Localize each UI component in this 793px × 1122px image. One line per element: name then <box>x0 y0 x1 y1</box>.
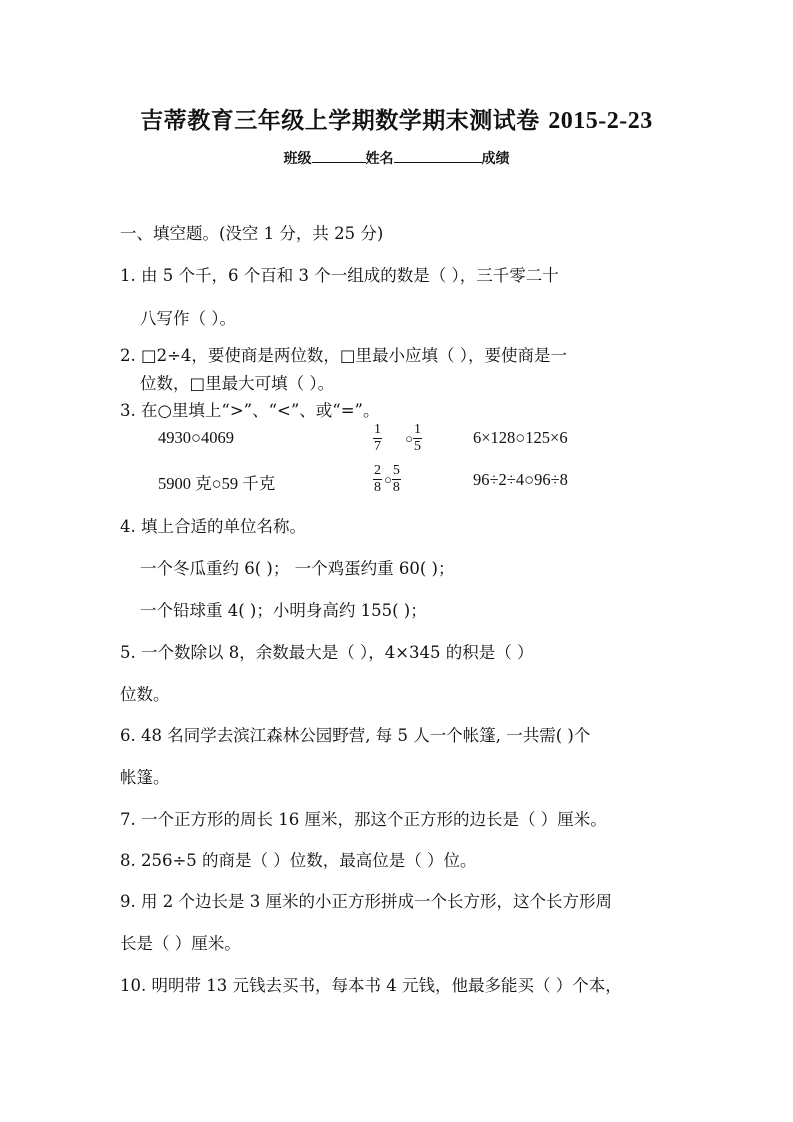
question-1-line-2: 八写作（ ）。 <box>140 309 236 328</box>
question-5-line-1: 5. 一个数除以 8，余数最大是（ ），4×345 的积是（ ） <box>120 643 534 662</box>
title-date: 2015-2-23 <box>548 108 653 134</box>
title-text: 吉蒂教育三年级上学期数学期末测试卷 <box>140 108 540 134</box>
compare-6x128-125x6: 6×128○125×6 <box>473 428 568 447</box>
question-5-line-2: 位数。 <box>120 685 170 704</box>
fraction-1-7: $\frac{1}{7}$ <box>374 422 381 454</box>
compare-4930-4069: 4930○4069 <box>158 428 234 447</box>
question-3-line-1: 3. 在○里填上“>”、“<”、或“=”。 <box>120 401 380 420</box>
question-4-line-3: 一个铅球重 4( )；小明身高约 155( )； <box>140 601 427 620</box>
question-4-line-1: 4. 填上合适的单位名称。 <box>120 517 306 536</box>
question-8: 8. 256÷5 的商是（ ）位数，最高位是（ ）位。 <box>120 851 477 870</box>
fraction-2-8: $\frac{2}{8}$ <box>374 463 381 495</box>
question-4-line-2: 一个冬瓜重约 6( )； 一个鸡蛋约重 60( )； <box>140 559 455 578</box>
compare-fraction-2-8-vs-5-8 <box>373 463 401 496</box>
question-9-line-1: 9. 用 2 个边长是 3 厘米的小正方形拼成一个长方形，这个长方形周 <box>120 892 612 911</box>
student-info-line <box>0 148 793 168</box>
name-blank[interactable] <box>394 148 482 163</box>
name-label: 姓名 <box>365 151 394 167</box>
section-heading: 一、填空题。(没空 1 分，共 25 分) <box>120 224 384 243</box>
compare-division-chain: 96÷2÷4○96÷8 <box>473 470 568 489</box>
question-10-line-1: 10. 明明带 13 元钱去买书，每本书 4 元钱，他最多能买（ ）个本， <box>120 976 622 995</box>
question-1-line-1: 1. 由 5 个千，6 个百和 3 个一组成的数是（ ），三千零二十 <box>120 266 559 285</box>
question-7: 7. 一个正方形的周长 16 厘米，那这个正方形的边长是（ ）厘米。 <box>120 810 607 829</box>
question-9-line-2: 长是（ ）厘米。 <box>120 934 241 953</box>
class-blank[interactable] <box>312 148 366 163</box>
compare-grams-kilograms: 5900 克○59 千克 <box>158 474 276 493</box>
compare-fraction-1-7-vs-1-5 <box>373 422 422 455</box>
class-label: 班级 <box>283 151 312 167</box>
page-title <box>0 102 793 135</box>
question-6-line-2: 帐篷。 <box>120 768 170 787</box>
question-2-line-2: 位数，□里最大可填（ ）。 <box>140 374 335 393</box>
compare-circle[interactable]: ○ <box>384 472 392 487</box>
fraction-1-5: $\frac{1}{5}$ <box>413 422 421 454</box>
question-6-line-1: 6. 48 名同学去滨江森林公园野营, 每 5 人一个帐篷, 一共需( )个 <box>120 726 591 745</box>
fraction-5-8: $\frac{5}{8}$ <box>392 463 400 495</box>
score-label: 成绩 <box>481 151 510 167</box>
compare-circle[interactable]: ○ <box>405 431 413 446</box>
question-2-line-1: 2. □2÷4，要使商是两位数，□里最小应填（ ），要使商是一 <box>120 346 567 365</box>
